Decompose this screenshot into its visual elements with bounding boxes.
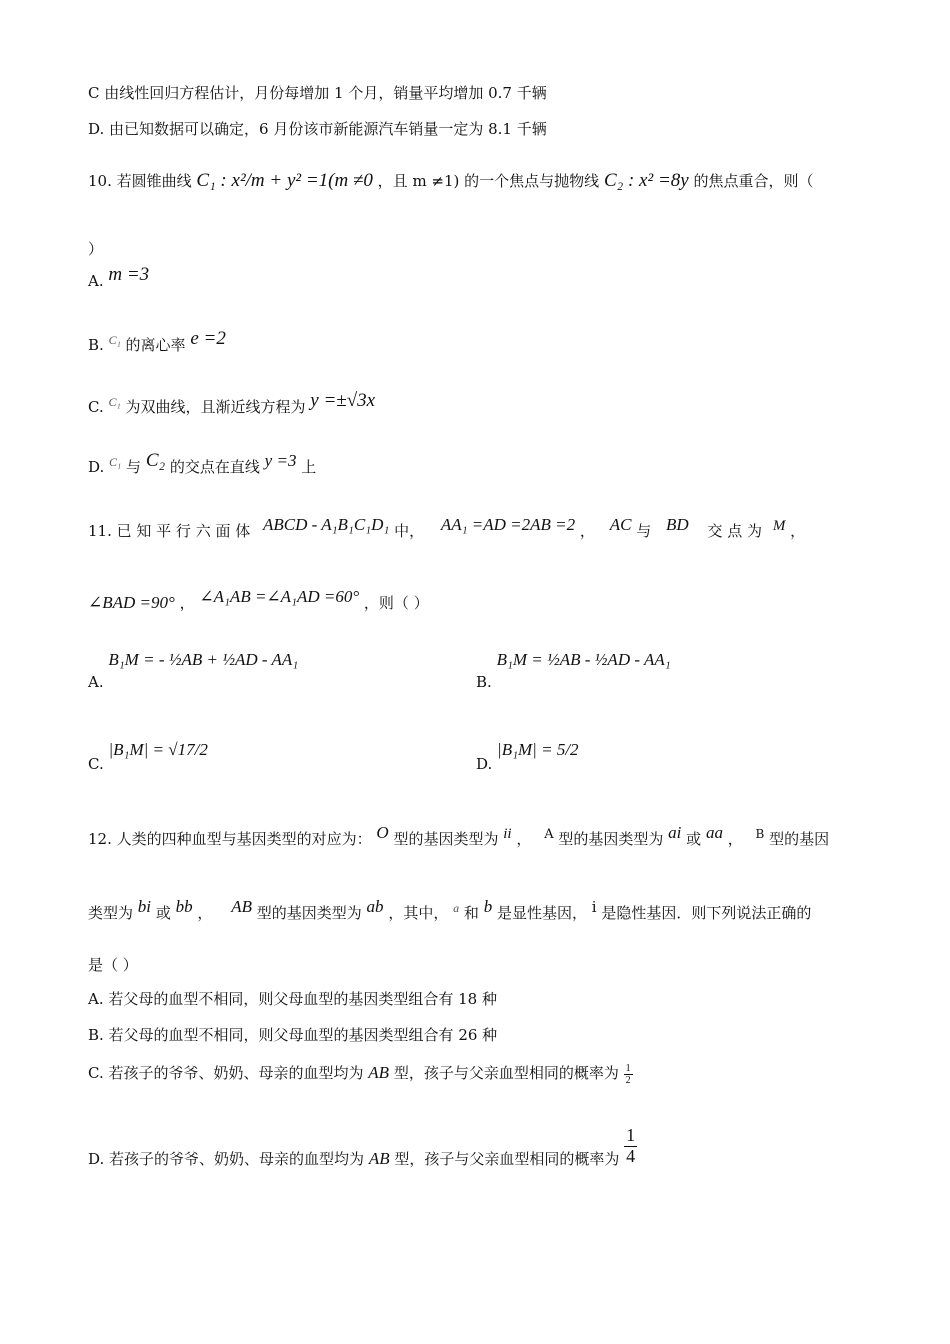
q11-option-c: C. |B₁M| = √17/2: [88, 740, 208, 773]
q10-mid: ，且 m ≠1) 的一个焦点与抛物线: [377, 172, 600, 190]
q10-close: ）: [88, 240, 104, 258]
q12-option-a: A. 若父母的血型不相同，则父母血型的基因类型组合有 18 种: [88, 990, 497, 1008]
q11-option-a: A. B₁M = - ½AB + ½AD - AA₁: [88, 650, 299, 691]
q10-option-c: C. $^{C_1}$ 为双曲线，且渐近线方程为 y =±√3x: [88, 390, 376, 416]
q10-curve: C₁ : x²/m + y² =1(m ≠0: [196, 170, 373, 191]
q10-parabola: C₂ : x² =8y: [603, 170, 689, 191]
q11-angles: ∠BAD =90° ， ∠A₁AB =∠A₁AD =60° ，则（ ）: [88, 587, 429, 612]
q10-option-a-math: m =3: [108, 264, 150, 285]
q10-tail: 的焦点重合，则（: [693, 172, 814, 190]
q12-option-c: C. 若孩子的爷爷、奶奶、母亲的血型均为 AB 型，孩子与父亲血型相同的概率为 $\frac{1}{2}$: [88, 1062, 631, 1086]
q12-option-c-fraction: $\frac{1}{2}$: [625, 1062, 631, 1086]
q10-stem: [88, 170, 814, 192]
q11-stem: 11. 已 知 平 行 六 面 体 ABCD - A₁B₁C₁D₁ 中， AA₁ =AD =2AB =2 ， AC 与 BD 交 点 为 M ，: [88, 515, 806, 540]
q11-option-b: B. B₁M = ½AB - ½AD - AA₁: [476, 650, 671, 691]
q10-option-a: A. m =3: [88, 264, 150, 290]
q12-stem-line1: 12. 人类的四种血型与基因类型的对应为： O 型的基因类型为 ii ， A 型的基因类型为 ai 或 aa ， $^B$ 型的基因: [88, 823, 830, 848]
q12-option-d: D. 若孩子的爷爷、奶奶、母亲的血型均为 AB 型，孩子与父亲血型相同的概率为 $\frac{1}{4}$: [88, 1125, 636, 1169]
q10-option-d: D. $^{C_1}$ 与 C₂ 的交点在直线 y =3 上: [88, 450, 317, 476]
q10-lead: 10. 若圆锥曲线: [88, 172, 192, 190]
q10-option-b: B. $^{C_1}$ 的离心率 e =2: [88, 328, 226, 354]
q12-stem-line2: 类型为 bi 或 bb ， AB 型的基因类型为 ab ，其中， $^a$ 和 b 是显性基因， i 是隐性基因．则下列说法正确的: [88, 897, 812, 922]
q9-option-d: D. 由已知数据可以确定，6 月份该市新能源汽车销量一定为 8.1 千辆: [88, 120, 547, 138]
q12-stem-line3: 是（ ）: [88, 956, 138, 974]
q12-option-d-fraction: $\frac{1}{4}$: [626, 1125, 636, 1166]
q12-option-b: B. 若父母的血型不相同，则父母血型的基因类型组合有 26 种: [88, 1026, 498, 1044]
q11-option-d: D. |B₁M| = 5/2: [476, 740, 579, 773]
q11-lead: 11. 已 知 平 行 六 面 体: [88, 522, 251, 540]
q9-option-c: C 由线性回归方程估计，月份每增加 1 个月，销量平均增加 0.7 千辆: [88, 84, 547, 102]
